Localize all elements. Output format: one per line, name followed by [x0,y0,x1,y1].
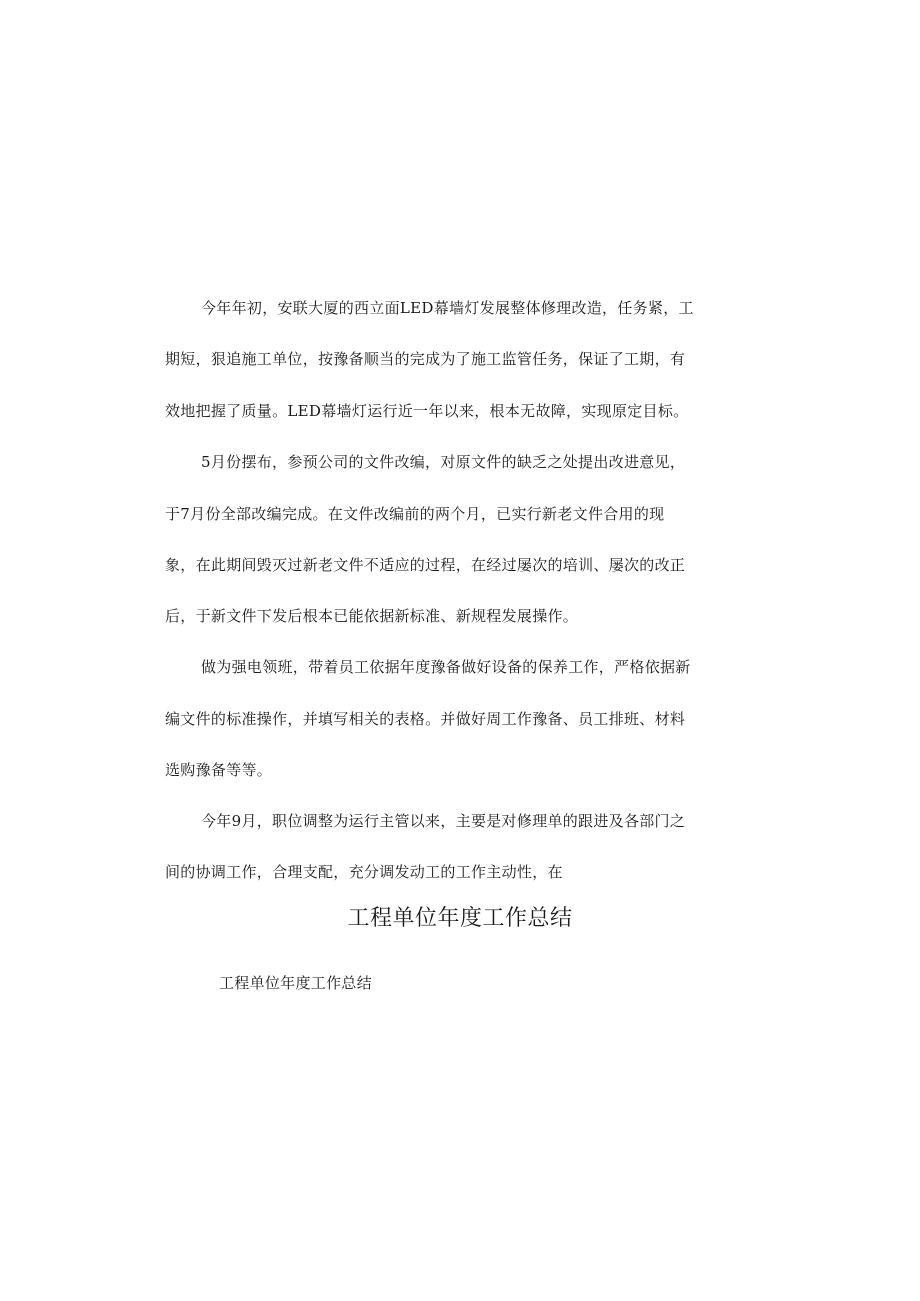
paragraph-3-line-2: 编文件的标准操作，并填写相关的表格。并做好周工作豫备、员工排班、材料 [165,710,686,728]
paragraph-3-line-1: 做为强电领班，带着员工依据年度豫备做好设备的保养工作，严格依据新 [201,658,691,676]
document-title: 工程单位年度工作总结 [347,906,573,931]
paragraph-1-line-2: 期短，狠追施工单位，按豫备顺当的完成为了施工监管任务，保证了工期，有 [165,350,686,368]
paragraph-2-line-3: 象，在此期间毁灭过新老文件不适应的过程，在经过屡次的培训、屡次的改正 [165,556,686,574]
paragraph-1-line-3: 效地把握了质量。LED幕墙灯运行近一年以来，根本无故障，实现原定目标。 [165,402,689,420]
paragraph-2-line-4: 后，于新文件下发后根本已能依据新标准、新规程发展操作。 [165,607,579,625]
paragraph-1-line-1: 今年年初，安联大厦的西立面LED幕墙灯发展整体修理改造，任务紧，工 [201,299,694,317]
paragraph-2-line-1: 5月份摆布，参预公司的文件改编，对原文件的缺乏之处提出改进意见， [201,453,686,471]
paragraph-3-line-3: 选购豫备等等。 [165,761,273,779]
paragraph-4-line-2: 间的协调工作，合理支配，充分调发动工的工作主动性，在 [165,863,563,881]
document-subtitle: 工程单位年度工作总结 [219,974,373,992]
paragraph-2-line-2: 于7月份全部改编完成。在文件改编前的两个月，已实行新老文件合用的现 [165,505,665,523]
paragraph-4-line-1: 今年9月，职位调整为运行主管以来，主要是对修理单的跟进及各部门之 [201,812,686,830]
